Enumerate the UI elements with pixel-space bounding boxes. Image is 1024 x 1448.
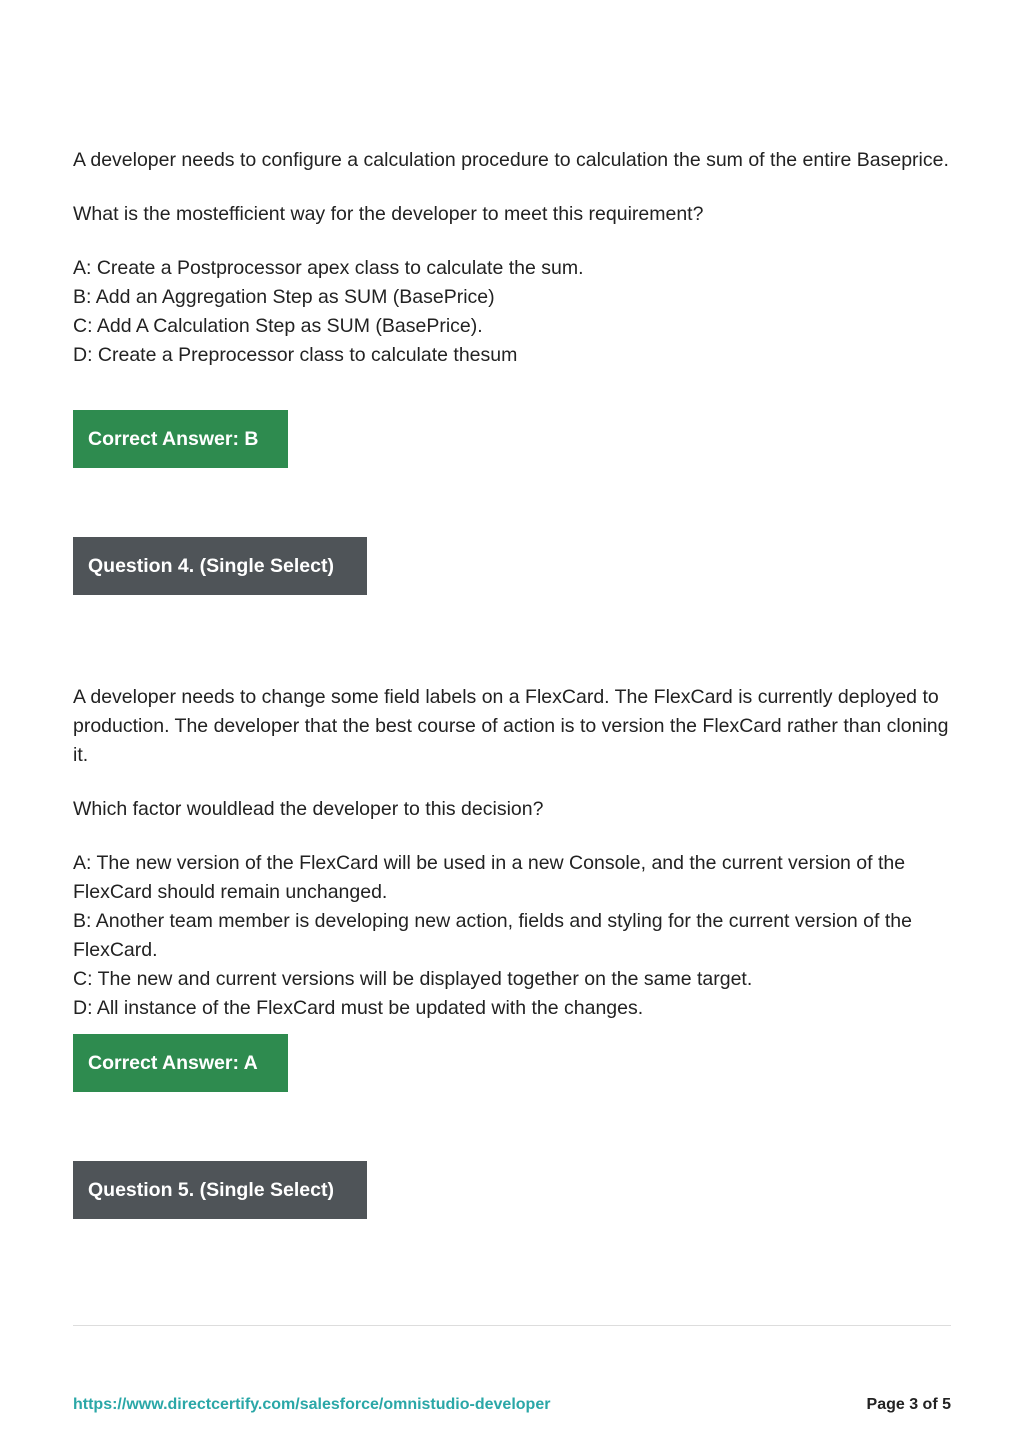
q3-stem: A developer needs to configure a calculation procedure to calculation the sum of the entire Baseprice. — [73, 149, 949, 171]
q3-option-c: C: Add A Calculation Step as SUM (BasePrice). — [73, 315, 483, 337]
footer-divider — [73, 1325, 951, 1326]
q3-answer-badge — [73, 410, 288, 468]
q3-prompt: What is the mostefficient way for the developer to meet this requirement? — [73, 203, 704, 225]
q4-correct-answer: Correct Answer: A — [73, 1034, 288, 1092]
q3-option-b: B: Add an Aggregation Step as SUM (BasePrice) — [73, 286, 495, 308]
q4-option-c: C: The new and current versions will be displayed together on the same target. — [73, 968, 753, 990]
question-5-header: Question 5. (Single Select) — [73, 1161, 367, 1219]
q4-options — [73, 849, 963, 1023]
q3-options — [73, 254, 963, 370]
footer-url-link[interactable]: https://www.directcertify.com/salesforce/omnistudio-developer — [73, 1396, 551, 1413]
q5-header-badge — [73, 1161, 367, 1219]
question-3-block — [73, 146, 963, 370]
q4-option-d: D: All instance of the FlexCard must be updated with the changes. — [73, 997, 644, 1019]
q4-option-a: A: The new version of the FlexCard will be used in a new Console, and the current version of the FlexCard should remain unchanged. — [73, 852, 906, 903]
page-number: Page 3 of 5 — [866, 1396, 951, 1413]
q4-stem: A developer needs to change some field labels on a FlexCard. The FlexCard is currently deployed to production. The developer that the best course of action is to version the FlexCard rather than cloning it. — [73, 686, 949, 766]
question-4-block — [73, 683, 963, 1023]
q4-option-b: B: Another team member is developing new action, fields and styling for the current version of the FlexCard. — [73, 910, 912, 961]
q4-prompt: Which factor wouldlead the developer to this decision? — [73, 798, 544, 820]
question-4-header: Question 4. (Single Select) — [73, 537, 367, 595]
q4-header-badge — [73, 537, 367, 595]
q3-option-d: D: Create a Preprocessor class to calculate thesum — [73, 344, 518, 366]
q4-answer-badge — [73, 1034, 288, 1092]
q3-option-a: A: Create a Postprocessor apex class to calculate the sum. — [73, 257, 584, 279]
q3-correct-answer: Correct Answer: B — [73, 410, 288, 468]
